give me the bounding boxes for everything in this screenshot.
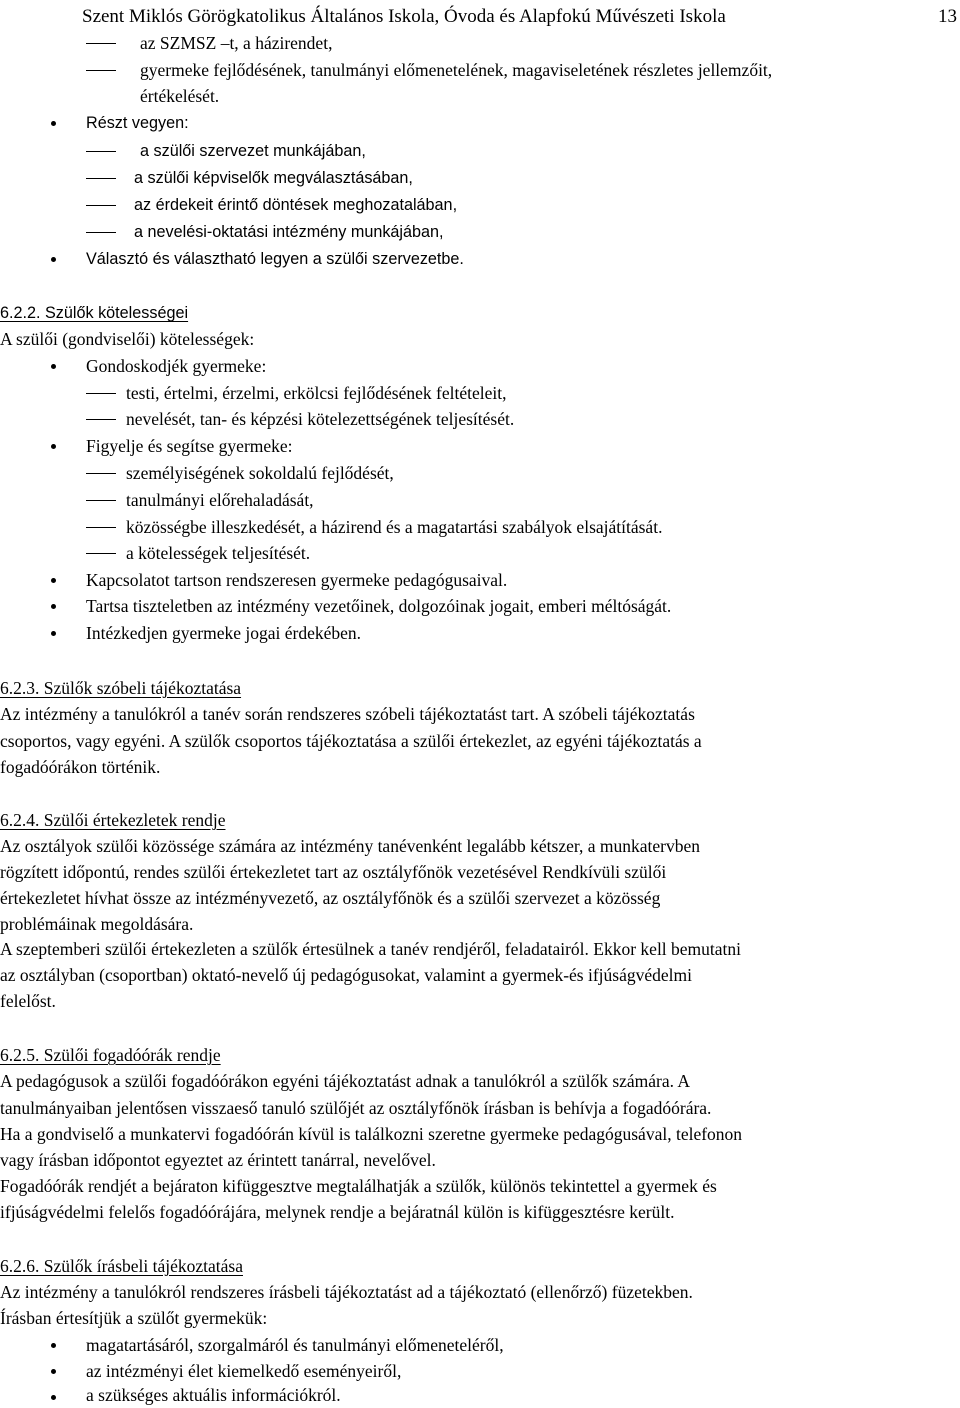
paragraph-line: Fogadóórák rendjét a bejáraton kifüggesztve megtalálhatják a szülők, különös tekintettel a gyermek és [0,1176,717,1196]
dash-marker [86,419,116,420]
paragraph-line: fogadóórákon történik. [0,757,161,777]
paragraph-line: tanulmányaiban jelentősen visszaeső tanuló szülőjét az osztályfőnök írásban is behívja a fogadóórára. [0,1098,712,1118]
list-item: nevelését, tan- és képzési kötelezettségének teljesítését. [126,409,515,429]
dash-marker [86,70,116,71]
paragraph-line: A pedagógusok a szülői fogadóórákon egyéni tájékoztatást adnak a tanulókról a szülők számára. A [0,1071,691,1091]
paragraph-line: Az intézmény a tanulókról a tanév során rendszeres szóbeli tájékoztatást tart. A szóbeli tájékoztatás [0,704,695,724]
bullet-marker [51,1395,56,1400]
list-item: magatartásáról, szorgalmáról és tanulmányi előmeneteléről, [86,1335,504,1355]
list-item: személyiségének sokoldalú fejlődését, [126,463,394,483]
page-header-school: Szent Miklós Görögkatolikus Általános Iskola, Óvoda és Alapfokú Művészeti Iskola [82,6,726,27]
section-heading-6-2-3: 6.2.3. Szülők szóbeli tájékoztatása [0,678,242,698]
dash-marker [86,151,116,152]
list-lead: Figyelje és segítse gyermeke: [86,436,293,456]
list-item: a szülői képviselők megválasztásában, [134,169,413,187]
paragraph-line: problémáinak megoldására. [0,914,194,934]
bullet-marker [51,121,56,126]
paragraph-line: az osztályban (csoportban) oktató-nevelő új pedagógusokat, valamint a gyermek-és ifjúságvédelmi [0,965,692,985]
list-item: Intézkedjen gyermeke jogai érdekében. [86,623,362,643]
dash-marker [86,43,116,44]
bullet-marker [51,578,56,583]
bullet-marker [51,444,56,449]
paragraph-line: A szeptemberi szülői értekezleten a szülők értesülnek a tanév rendjéről, feladatairól. Ekkor kell bemutatni [0,939,742,959]
dash-marker [86,553,116,554]
list-item: a nevelési-oktatási intézmény munkájában, [134,223,444,241]
dash-marker [86,473,116,474]
list-item: testi, értelmi, érzelmi, erkölcsi fejlődésének feltételeit, [126,383,507,403]
paragraph-line: ifjúságvédelmi felelős fogadóórájára, melynek rendje a bejáratnál külön is kifüggesztésre került. [0,1202,675,1222]
list-item: az érdekeit érintő döntések meghozatalában, [134,196,458,214]
paragraph-line: felelőst. [0,991,56,1011]
page-number: 13 [938,6,957,27]
list-item: az intézményi élet kiemelkedő eseményeiről, [86,1361,402,1381]
list-item: Választó és választható legyen a szülői szervezetbe. [86,250,464,268]
dash-marker [86,205,116,206]
list-item: a szükséges aktuális információkról. [86,1385,341,1405]
paragraph-line: Az intézmény a tanulókról rendszeres írásbeli tájékoztatást ad a tájékoztató (ellenőrző) füzetekben. [0,1282,693,1302]
dash-marker [86,232,116,233]
list-item: a kötelességek teljesítését. [126,543,311,563]
bullet-marker [51,257,56,262]
paragraph-line: értekezletet hívhat össze az intézményvezető, az osztályfőnök és a szülői szervezet a közösség [0,888,661,908]
section-heading-6-2-5: 6.2.5. Szülői fogadóórák rendje [0,1045,221,1065]
list-item: tanulmányi előrehaladását, [126,490,314,510]
list-item: a szülői szervezet munkájában, [140,142,366,160]
bullet-marker [51,631,56,636]
bullet-marker [51,1343,56,1348]
section-heading-6-2-6: 6.2.6. Szülők írásbeli tájékoztatása [0,1256,243,1276]
dash-marker [86,500,116,501]
list-lead: Részt vegyen: [86,114,189,132]
dash-marker [86,178,116,179]
list-item: gyermeke fejlődésének, tanulmányi előmenetelének, magaviseletének részletes jellemzőit, [140,60,773,80]
list-item: Kapcsolatot tartson rendszeresen gyermeke pedagógusaival. [86,570,508,590]
paragraph-line: Az osztályok szülői közössége számára az intézmény tanévenként legalább kétszer, a munkatervben [0,836,700,856]
paragraph-line: Ha a gondviselő a munkatervi fogadóórán kívül is találkozni szeretne gyermeke pedagógusával, telefonon [0,1124,743,1144]
section-heading-6-2-2: 6.2.2. Szülők kötelességei [0,304,189,322]
paragraph: A szülői (gondviselői) kötelességek: [0,329,255,349]
list-item: közösségbe illeszkedését, a házirend és a magatartási szabályok elsajátítását. [126,517,663,537]
dash-marker [86,527,116,528]
list-item: Tartsa tiszteletben az intézmény vezetőinek, dolgozóinak jogait, emberi méltóságát. [86,596,672,616]
list-item-continuation: értékelését. [140,86,220,106]
paragraph-line: vagy írásban időpontot egyeztet az érintett tanárral, nevelővel. [0,1150,436,1170]
bullet-marker [51,604,56,609]
dash-marker [86,393,116,394]
list-item: az SZMSZ –t, a házirendet, [140,33,333,53]
paragraph-line: Írásban értesítjük a szülőt gyermekük: [0,1308,268,1328]
paragraph-line: csoportos, vagy egyéni. A szülők csoportos tájékoztatása a szülői értekezlet, az egyéni tájékoztatás a [0,731,702,751]
bullet-marker [51,1369,56,1374]
paragraph-line: rögzített időpontú, rendes szülői értekezletet tart az osztályfőnök vezetésével Rendkívüli szülői [0,862,667,882]
section-heading-6-2-4: 6.2.4. Szülői értekezletek rendje [0,810,226,830]
bullet-marker [51,364,56,369]
list-lead: Gondoskodjék gyermeke: [86,356,267,376]
